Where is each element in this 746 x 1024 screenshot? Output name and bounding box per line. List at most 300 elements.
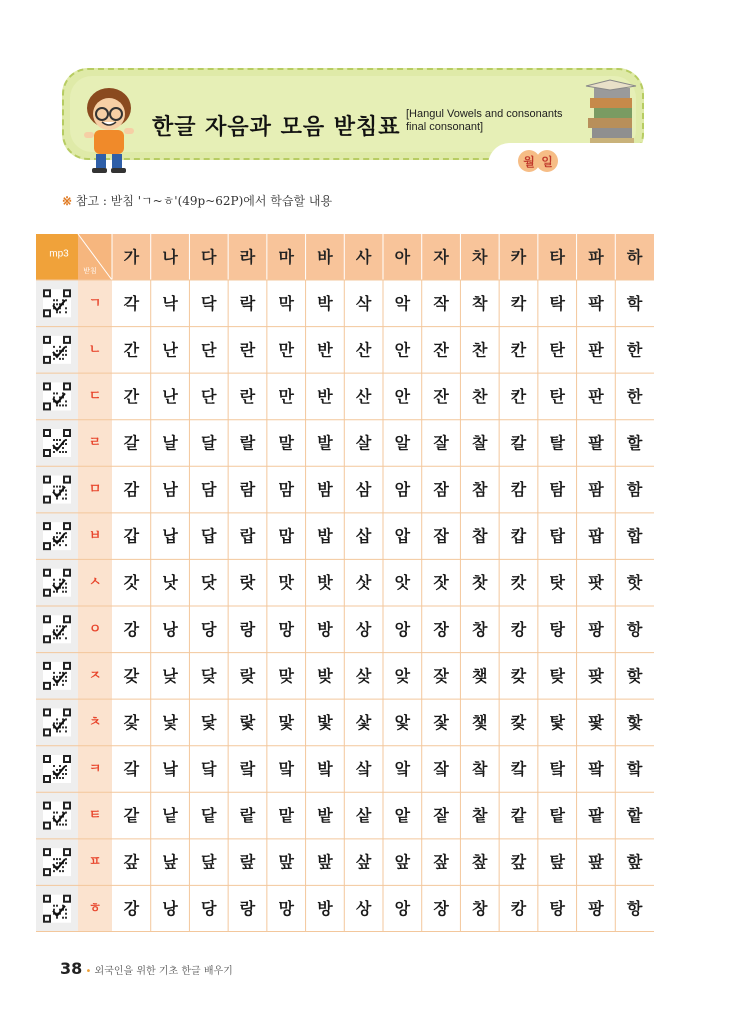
- syllable-cell: 랑: [239, 619, 256, 639]
- syllable-cell: 당: [201, 899, 217, 919]
- syllable-cell: 캇: [510, 573, 527, 593]
- syllable-cell: 잩: [433, 806, 449, 826]
- qr-dot: [62, 777, 64, 779]
- syllable-cell: 닺: [201, 666, 217, 686]
- note-text: 참고 : 받침 'ㄱ~ㅎ'(49p~62P)에서 학습할 내용: [75, 194, 333, 208]
- syllable-cell: 삼: [355, 480, 372, 500]
- qr-finder-inner: [65, 710, 69, 714]
- syllable-cell: 날: [162, 433, 178, 453]
- qr-dot: [65, 494, 67, 496]
- syllable-cell: 탕: [549, 619, 565, 639]
- syllable-cell: 앚: [394, 666, 411, 686]
- syllable-cell: 맞: [278, 666, 294, 686]
- header-syllable: 하: [626, 247, 643, 267]
- final-consonant-label: ㅎ: [88, 901, 102, 917]
- final-consonant-label: ㅅ: [88, 575, 102, 591]
- qr-dot: [62, 824, 64, 826]
- qr-finder-inner: [65, 850, 69, 854]
- qr-dot: [53, 346, 55, 348]
- syllable-cell: 닾: [201, 852, 217, 872]
- reference-note: [62, 192, 332, 209]
- syllable-cell: 탘: [549, 759, 565, 779]
- qr-dot: [53, 812, 55, 814]
- syllable-cell: 맟: [278, 712, 294, 732]
- month-chip: 월: [518, 150, 540, 172]
- qr-dot: [56, 858, 58, 860]
- syllable-cell: 샅: [355, 806, 372, 826]
- qr-dot: [65, 350, 67, 352]
- syllable-cell: 앙: [394, 899, 411, 919]
- qr-dot: [65, 824, 67, 826]
- syllable-cell: 랏: [239, 573, 256, 593]
- qr-dot: [59, 625, 61, 627]
- syllable-cell: 닻: [201, 712, 217, 732]
- qr-dot: [59, 824, 61, 826]
- syllable-cell: 밮: [317, 852, 333, 872]
- syllable-cell: 탁: [549, 293, 565, 313]
- syllable-cell: 샄: [355, 759, 372, 779]
- syllable-cell: 샂: [355, 666, 372, 686]
- syllable-cell: 팢: [588, 666, 604, 686]
- syllable-cell: 핫: [626, 573, 643, 593]
- qr-dot: [59, 532, 61, 534]
- syllable-cell: 만: [278, 386, 294, 406]
- syllable-cell: 란: [239, 386, 256, 406]
- qr-dot: [56, 443, 58, 445]
- qr-dot: [65, 443, 67, 445]
- syllable-cell: 핰: [626, 759, 643, 779]
- qr-dot: [56, 812, 58, 814]
- syllable-cell: 악: [394, 293, 411, 313]
- qr-dot: [56, 676, 58, 678]
- qr-finder-inner: [45, 291, 49, 295]
- syllable-cell: 잔: [433, 386, 449, 406]
- header-syllable: 사: [355, 247, 372, 267]
- syllable-cell: 맡: [278, 806, 294, 826]
- syllable-cell: 탈: [549, 433, 565, 453]
- qr-finder-inner: [45, 824, 49, 828]
- syllable-cell: 각: [123, 293, 140, 313]
- syllable-cell: 팣: [588, 712, 604, 732]
- qr-finder-inner: [45, 617, 49, 621]
- syllable-cell: 팦: [588, 852, 604, 872]
- qr-dot: [53, 439, 55, 441]
- syllable-cell: 람: [239, 480, 256, 500]
- syllable-cell: 암: [394, 480, 411, 500]
- qr-dot: [59, 358, 61, 360]
- syllable-cell: 칼: [510, 433, 527, 453]
- qr-finder-inner: [45, 478, 49, 482]
- syllable-cell: 맘: [278, 480, 294, 500]
- syllable-cell: 랄: [239, 433, 256, 453]
- qr-finder-inner: [65, 291, 69, 295]
- syllable-cell: 팤: [588, 759, 604, 779]
- qr-dot: [53, 870, 55, 872]
- qr-finder-inner: [65, 478, 69, 482]
- boy-illustration: [74, 84, 144, 174]
- qr-dot: [62, 870, 64, 872]
- qr-dot: [56, 303, 58, 305]
- qr-dot: [65, 909, 67, 911]
- syllable-cell: 잪: [433, 852, 449, 872]
- syllable-cell: 캉: [510, 899, 527, 919]
- date-tab: [488, 143, 646, 183]
- qr-dot: [53, 905, 55, 907]
- qr-finder-inner: [45, 637, 49, 641]
- book-title: 외국인을 위한 기초 한글 배우기: [94, 966, 233, 977]
- syllable-cell: 닼: [201, 759, 217, 779]
- syllable-cell: 찹: [472, 526, 488, 546]
- qr-dot: [62, 680, 64, 682]
- qr-dot: [56, 769, 58, 771]
- syllable-cell: 탗: [549, 712, 565, 732]
- syllable-cell: 잘: [433, 433, 449, 453]
- syllable-cell: 탐: [549, 480, 565, 500]
- qr-dot: [59, 439, 61, 441]
- syllable-cell: 갓: [123, 573, 140, 593]
- final-consonant-label: ㅍ: [88, 854, 102, 870]
- syllable-cell: 삭: [355, 293, 372, 313]
- qr-dot: [53, 392, 55, 394]
- syllable-cell: 낮: [162, 666, 178, 686]
- qr-dot: [65, 404, 67, 406]
- syllable-cell: 핯: [626, 712, 643, 732]
- header-syllable: 바: [317, 247, 333, 267]
- header-syllable: 가: [123, 247, 140, 267]
- page-footer: [60, 959, 233, 978]
- header-syllable: 마: [278, 247, 294, 267]
- syllable-cell: 삽: [355, 526, 372, 546]
- syllable-cell: 낱: [162, 806, 178, 826]
- qr-dot: [56, 439, 58, 441]
- final-consonant-label: ㅇ: [88, 621, 102, 637]
- qr-dot: [65, 498, 67, 500]
- final-consonant-label: ㅁ: [88, 482, 102, 498]
- syllable-cell: 랒: [239, 666, 256, 686]
- qr-dot: [62, 866, 64, 868]
- final-consonant-label: ㅈ: [88, 668, 102, 684]
- syllable-cell: 살: [355, 433, 372, 453]
- qr-dot: [62, 684, 64, 686]
- syllable-cell: 갚: [123, 852, 140, 872]
- qr-finder-inner: [45, 710, 49, 714]
- qr-dot: [56, 532, 58, 534]
- qr-dot: [59, 404, 61, 406]
- syllable-cell: 랔: [239, 759, 256, 779]
- syllable-cell: 감: [123, 480, 140, 500]
- syllable-cell: 낯: [162, 712, 178, 732]
- qr-dot: [65, 354, 67, 356]
- qr-dot: [62, 591, 64, 593]
- syllable-cell: 랖: [239, 852, 256, 872]
- subtitle-line1: [Hangul Vowels and consonants: [406, 108, 563, 120]
- qr-finder-inner: [65, 664, 69, 668]
- qr-finder-inner: [65, 571, 69, 575]
- syllable-cell: 챁: [472, 806, 488, 826]
- qr-dot: [59, 765, 61, 767]
- note-mark: ※: [62, 194, 73, 208]
- qr-finder-inner: [65, 524, 69, 528]
- qr-finder-inner: [65, 617, 69, 621]
- syllable-cell: 상: [355, 899, 372, 919]
- syllable-cell: 간: [123, 386, 140, 406]
- syllable-cell: 당: [201, 619, 217, 639]
- page-title: 한글 자음과 모음 받침표: [152, 115, 401, 140]
- syllable-cell: 방: [317, 899, 333, 919]
- syllable-cell: 탖: [549, 666, 565, 686]
- day-chip: 일: [536, 150, 558, 172]
- syllable-cell: 단: [201, 386, 217, 406]
- syllable-cell: 앗: [394, 573, 411, 593]
- syllable-cell: 닽: [201, 806, 217, 826]
- syllable-cell: 탑: [549, 526, 565, 546]
- qr-dot: [65, 587, 67, 589]
- syllable-cell: 캊: [510, 666, 527, 686]
- qr-finder-inner: [45, 338, 49, 342]
- qr-dot: [53, 765, 55, 767]
- qr-dot: [65, 583, 67, 585]
- syllable-cell: 간: [123, 340, 140, 360]
- qr-dot: [62, 540, 64, 542]
- qr-finder-inner: [65, 897, 69, 901]
- qr-dot: [65, 400, 67, 402]
- syllable-cell: 작: [433, 293, 449, 313]
- syllable-cell: 강: [123, 899, 140, 919]
- qr-finder-inner: [45, 664, 49, 668]
- qr-dot: [53, 637, 55, 639]
- qr-finder-inner: [65, 804, 69, 808]
- syllable-cell: 발: [317, 433, 333, 453]
- syllable-cell: 난: [162, 340, 178, 360]
- qr-dot: [56, 862, 58, 864]
- syllable-cell: 잦: [433, 666, 449, 686]
- syllable-cell: 칸: [510, 386, 527, 406]
- syllable-cell: 항: [626, 899, 643, 919]
- syllable-cell: 학: [626, 293, 643, 313]
- syllable-cell: 란: [239, 340, 256, 360]
- syllable-cell: 앞: [394, 852, 411, 872]
- syllable-cell: 강: [123, 619, 140, 639]
- qr-dot: [65, 637, 67, 639]
- syllable-cell: 낭: [162, 619, 178, 639]
- syllable-cell: 캍: [510, 806, 527, 826]
- syllable-cell: 갖: [123, 666, 140, 686]
- header-syllable: 차: [472, 247, 488, 267]
- qr-finder-inner: [45, 591, 49, 595]
- syllable-cell: 담: [201, 480, 217, 500]
- syllable-cell: 판: [588, 340, 604, 360]
- qr-dot: [65, 820, 67, 822]
- qr-dot: [53, 591, 55, 593]
- syllable-cell: 밤: [317, 480, 333, 500]
- syllable-cell: 캋: [510, 712, 527, 732]
- qr-dot: [59, 672, 61, 674]
- syllable-cell: 샃: [355, 712, 372, 732]
- syllable-cell: 핱: [626, 806, 643, 826]
- qr-dot: [53, 544, 55, 546]
- qr-dot: [56, 392, 58, 394]
- qr-dot: [53, 672, 55, 674]
- qr-finder-inner: [45, 897, 49, 901]
- page-subtitle: [406, 108, 566, 134]
- final-consonant-label: ㄹ: [88, 435, 102, 451]
- syllable-cell: 칵: [510, 293, 527, 313]
- syllable-cell: 안: [394, 386, 411, 406]
- syllable-cell: 팥: [588, 806, 604, 826]
- syllable-cell: 산: [355, 340, 372, 360]
- syllable-cell: 닥: [201, 293, 217, 313]
- syllable-cell: 장: [433, 899, 449, 919]
- syllable-cell: 핲: [626, 852, 643, 872]
- syllable-cell: 캎: [510, 852, 527, 872]
- syllable-cell: 캉: [510, 619, 527, 639]
- syllable-cell: 잠: [433, 480, 449, 500]
- qr-dot: [59, 486, 61, 488]
- syllable-cell: 납: [162, 526, 178, 546]
- qr-dot: [65, 680, 67, 682]
- syllable-cell: 챛: [472, 712, 488, 732]
- syllable-cell: 캅: [510, 526, 527, 546]
- qr-dot: [65, 773, 67, 775]
- syllable-cell: 팍: [588, 293, 604, 313]
- syllable-cell: 알: [394, 433, 411, 453]
- syllable-cell: 상: [355, 619, 372, 639]
- syllable-cell: 잣: [433, 573, 449, 593]
- syllable-cell: 답: [201, 526, 217, 546]
- qr-dot: [65, 862, 67, 864]
- page-number: 38: [60, 959, 83, 978]
- syllable-cell: 반: [317, 340, 333, 360]
- qr-finder-inner: [45, 451, 49, 455]
- syllable-cell: 앝: [394, 806, 411, 826]
- header-syllable: 아: [394, 247, 411, 267]
- syllable-cell: 탄: [549, 340, 565, 360]
- syllable-cell: 갑: [123, 526, 140, 546]
- final-consonant-label: ㄱ: [88, 295, 102, 311]
- syllable-cell: 할: [626, 433, 643, 453]
- qr-finder-inner: [45, 544, 49, 548]
- syllable-cell: 낙: [162, 293, 178, 313]
- syllable-cell: 캄: [510, 480, 527, 500]
- qr-dot: [65, 591, 67, 593]
- syllable-cell: 밧: [317, 573, 333, 593]
- syllable-cell: 안: [394, 340, 411, 360]
- syllable-cell: 남: [162, 480, 178, 500]
- qr-finder-inner: [45, 684, 49, 688]
- syllable-cell: 밭: [317, 806, 333, 826]
- syllable-cell: 팝: [588, 526, 604, 546]
- subtitle-line2: final consonant]: [406, 121, 484, 133]
- syllable-cell: 착: [472, 293, 488, 313]
- qr-dot: [56, 905, 58, 907]
- syllable-cell: 탄: [549, 386, 565, 406]
- qr-dot: [62, 404, 64, 406]
- corner-final-label: 받침: [83, 267, 97, 275]
- syllable-cell: 락: [239, 293, 256, 313]
- syllable-cell: 챀: [472, 759, 488, 779]
- qr-dot: [56, 722, 58, 724]
- qr-dot: [56, 718, 58, 720]
- syllable-cell: 말: [278, 433, 294, 453]
- qr-dot: [65, 676, 67, 678]
- syllable-cell: 갈: [123, 433, 140, 453]
- qr-finder-inner: [45, 850, 49, 854]
- syllable-cell: 방: [317, 619, 333, 639]
- syllable-cell: 맠: [278, 759, 294, 779]
- syllable-cell: 맢: [278, 852, 294, 872]
- qr-finder-inner: [65, 757, 69, 761]
- qr-finder-inner: [45, 431, 49, 435]
- qr-dot: [65, 536, 67, 538]
- header-syllable: 라: [239, 247, 256, 267]
- syllable-cell: 만: [278, 340, 294, 360]
- syllable-cell: 탚: [549, 852, 565, 872]
- qr-dot: [56, 629, 58, 631]
- qr-dot: [65, 917, 67, 919]
- syllable-cell: 밫: [317, 712, 333, 732]
- qr-dot: [59, 870, 61, 872]
- qr-dot: [53, 451, 55, 453]
- final-consonant-label: ㅊ: [88, 714, 102, 730]
- syllable-cell: 랍: [239, 526, 256, 546]
- qr-dot: [56, 536, 58, 538]
- syllable-cell: 합: [626, 526, 643, 546]
- qr-dot: [65, 769, 67, 771]
- qr-finder-inner: [45, 311, 49, 315]
- syllable-cell: 망: [278, 899, 294, 919]
- qr-finder-inner: [65, 338, 69, 342]
- qr-dot: [53, 684, 55, 686]
- qr-dot: [62, 633, 64, 635]
- qr-dot: [62, 358, 64, 360]
- syllable-cell: 팔: [588, 433, 604, 453]
- qr-finder-inner: [45, 404, 49, 408]
- qr-finder-inner: [45, 730, 49, 734]
- syllable-cell: 갗: [123, 712, 140, 732]
- qr-dot: [65, 730, 67, 732]
- syllable-cell: 판: [588, 386, 604, 406]
- syllable-cell: 캌: [510, 759, 527, 779]
- syllable-cell: 산: [355, 386, 372, 406]
- syllable-cell: 창: [472, 899, 488, 919]
- syllable-cell: 잔: [433, 340, 449, 360]
- qr-finder-inner: [45, 571, 49, 575]
- syllable-cell: 항: [626, 619, 643, 639]
- syllable-cell: 앙: [394, 619, 411, 639]
- syllable-cell: 탕: [549, 899, 565, 919]
- qr-dot: [59, 346, 61, 348]
- qr-dot: [65, 544, 67, 546]
- syllable-cell: 찻: [472, 573, 488, 593]
- syllable-cell: 핮: [626, 666, 643, 686]
- qr-finder-inner: [45, 804, 49, 808]
- qr-dot: [56, 625, 58, 627]
- syllable-cell: 잧: [433, 712, 449, 732]
- header-syllable: 타: [549, 247, 565, 267]
- qr-dot: [53, 858, 55, 860]
- syllable-cell: 낰: [162, 759, 178, 779]
- syllable-cell: 찬: [472, 340, 488, 360]
- header-syllable: 자: [433, 247, 449, 267]
- qr-dot: [53, 299, 55, 301]
- syllable-cell: 팟: [588, 573, 604, 593]
- syllable-cell: 랓: [239, 712, 256, 732]
- qr-finder-inner: [45, 524, 49, 528]
- qr-dot: [53, 358, 55, 360]
- qr-dot: [62, 447, 64, 449]
- qr-dot: [53, 579, 55, 581]
- qr-dot: [59, 579, 61, 581]
